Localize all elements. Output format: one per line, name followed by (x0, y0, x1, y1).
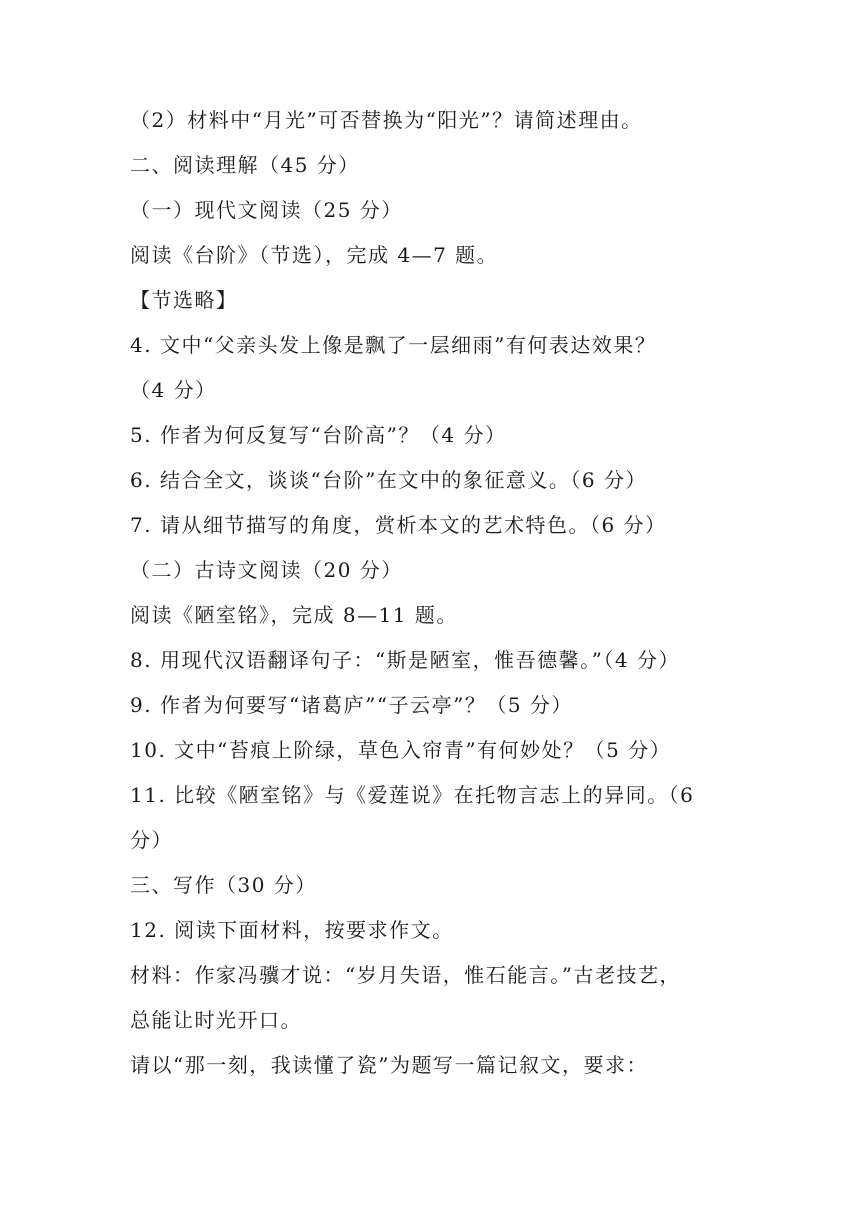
question-11: 11. 比较《陋室铭》与《爱莲说》在托物言志上的异同。（6 (130, 783, 695, 807)
question-6: 6. 结合全文，谈谈“台阶”在文中的象征意义。（6 分） (130, 468, 647, 492)
question-3-2: （2）材料中“月光”可否替换为“阳光”？请简述理由。 (130, 108, 643, 132)
question-12: 12. 阅读下面材料，按要求作文。 (130, 918, 454, 942)
question-4: 4. 文中“父亲头发上像是飘了一层细雨”有何表达效果？ (130, 333, 657, 357)
question-8: 8. 用现代汉语翻译句子：“斯是陋室，惟吾德馨。”（4 分） (130, 648, 680, 672)
section-2-heading: 二、阅读理解（45 分） (130, 153, 360, 177)
question-9: 9. 作者为何要写“诸葛庐”“子云亭”？（5 分） (130, 693, 573, 717)
subsection-1-heading: （一）现代文阅读（25 分） (130, 198, 403, 222)
writing-prompt: 请以“那一刻，我读懂了瓷”为题写一篇记叙文，要求： (130, 1053, 648, 1077)
excerpt-omitted-note: 【节选略】 (130, 288, 238, 312)
question-5: 5. 作者为何反复写“台阶高”？（4 分） (130, 423, 507, 447)
question-4-points: （4 分） (130, 378, 217, 402)
material-text: 材料：作家冯骥才说：“岁月失语，惟石能言。”古老技艺， (130, 963, 681, 987)
reading-instruction-2: 阅读《陋室铭》，完成 8—11 题。 (130, 603, 458, 627)
question-11-continued: 分） (130, 828, 173, 852)
question-10: 10. 文中“苔痕上阶绿，草色入帘青”有何妙处？（5 分） (130, 738, 672, 762)
question-7: 7. 请从细节描写的角度，赏析本文的艺术特色。（6 分） (130, 513, 667, 537)
reading-instruction-1: 阅读《台阶》（节选），完成 4—7 题。 (130, 243, 499, 267)
subsection-2-heading: （二）古诗文阅读（20 分） (130, 558, 403, 582)
material-text-continued: 总能让时光开口。 (130, 1008, 302, 1032)
section-3-heading: 三、写作（30 分） (130, 873, 317, 897)
